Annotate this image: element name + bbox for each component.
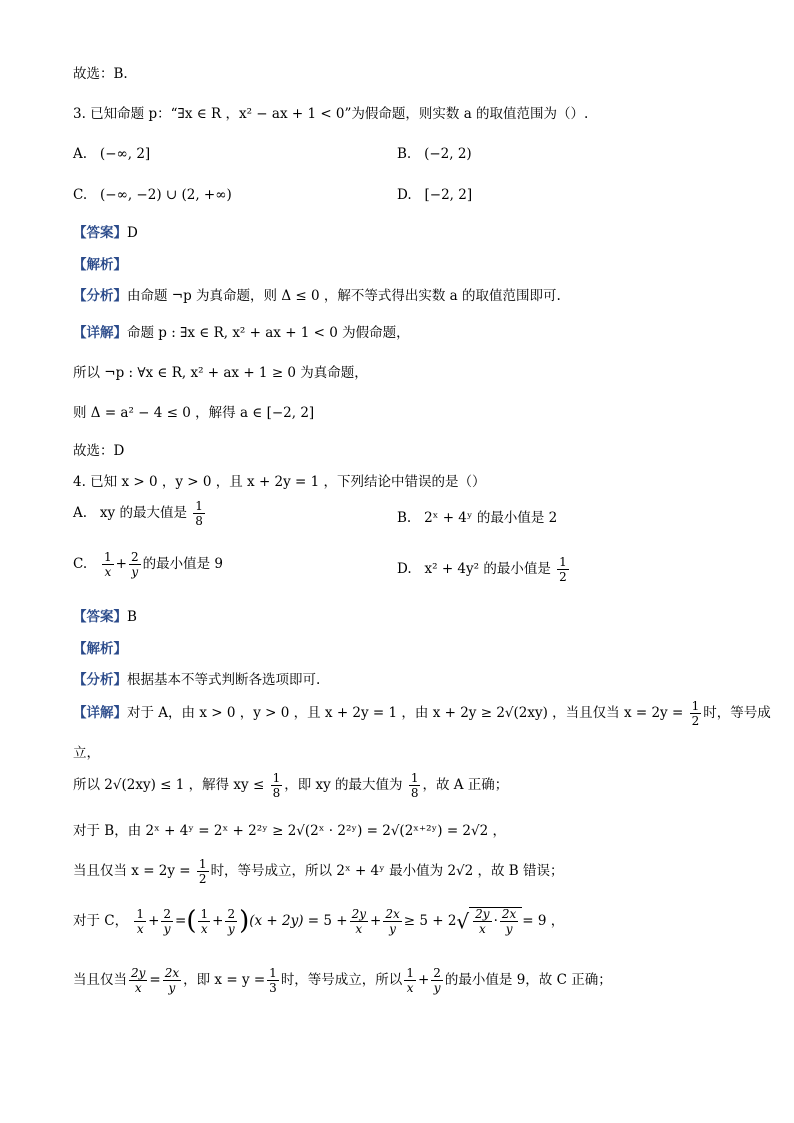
q4-detail-1: 【详解】对于 A，由 x > 0 ，y > 0 ，且 x + 2y = 1 ，由 x + 2y ≥ 2√(2xy) ，当且仅当 x = 2y = $\frac{1}{2}$ 时，等号成	[73, 699, 771, 728]
q3-conclusion: 故选：D	[73, 443, 125, 459]
fraction-1-8: $\frac{1}{8}$	[195, 499, 203, 528]
q4-answer: 【答案】B	[73, 609, 137, 625]
paren-open: (	[186, 906, 197, 936]
fraction-2x-y: $\frac{2x}{y}$	[501, 907, 517, 937]
fraction-2-y: $\frac{2}{y}$	[433, 966, 441, 995]
q4-detail-2: 所以 2√(2xy) ≤ 1 ，解得 xy ≤ $\frac{1}{8}$ ，即 xy 的最大值为 $\frac{1}{8}$ ，故 A 正确；	[73, 771, 509, 800]
fraction-1-x: $\frac{1}{x}$	[136, 907, 145, 937]
fraction-1-x: $\frac{1}{x}$	[406, 966, 414, 995]
fraction-1-2: $\frac{1}{2}$	[559, 555, 567, 584]
fraction-2y-x: $\frac{2y}{x}$	[351, 907, 367, 937]
paren-close: )	[239, 906, 250, 936]
q3-fenxi: 【分析】由命题 ¬p 为真命题，则 Δ ≤ 0 ，解不等式得出实数 a 的取值范围即可.	[73, 288, 561, 304]
question-4: 4. 已知 x > 0 ，y > 0 ，且 x + 2y = 1 ，下列结论中错误的是（）	[73, 474, 486, 490]
q4-option-d: D. x² + 4y² 的最小值是 $\frac{1}{2}$	[397, 555, 567, 584]
fraction-2x-y: $\frac{2x}{y}$	[164, 966, 180, 995]
fraction-1-x: $\frac{1}{x}$	[200, 907, 209, 937]
q3-option-a: A. (−∞, 2]	[73, 146, 151, 162]
q3-option-c: C. (−∞, −2) ∪ (2, +∞)	[73, 187, 232, 203]
sqrt-expression: $\frac{2y}{x}$ · $\frac{2x}{y}$	[469, 907, 522, 935]
q4-option-c: C. $\frac{1}{x}$ + $\frac{2}{y}$ 的最小值是 9	[73, 550, 223, 579]
q3-detail-1: 【详解】命题 p : ∃x ∈ R, x² + ax + 1 < 0 为假命题，	[73, 325, 410, 341]
fraction-1-2: $\frac{1}{2}$	[691, 699, 700, 728]
q4-option-a: A. xy 的最大值是 $\frac{1}{8}$	[73, 499, 203, 528]
fraction-2-y: $\frac{2}{y}$	[163, 907, 172, 937]
fraction-1-3: $\frac{1}{3}$	[269, 966, 277, 995]
q4-option-b: B. 2ˣ + 4ʸ 的最小值是 2	[397, 510, 558, 526]
q3-detail-3: 则 Δ = a² − 4 ≤ 0 ，解得 a ∈ [−2, 2]	[73, 405, 315, 421]
fraction-1-8: $\frac{1}{8}$	[272, 771, 281, 800]
line-conclusion: 故选：B.	[73, 66, 128, 82]
q4-detail-3: 对于 B，由 2ˣ + 4ʸ = 2ˣ + 2²ʸ ≥ 2√(2ˣ · 2²ʸ) = 2√(2ˣ⁺²ʸ) = 2√2 ，	[73, 823, 506, 839]
q4-fenxi: 【分析】根据基本不等式判断各选项即可.	[73, 672, 321, 688]
q4-detail-5: 对于 C， $\frac{1}{x}$ + $\frac{2}{y}$ =( $\frac{1}{x}$ + $\frac{2}{y}$ )(x + 2y) = 5 + $\frac{2y}{x}$ + $\frac{2x}{y}$ ≥ 5 + 2√ $\frac{2y}{x}$ · $\frac{2x}{y}$ = 9 ，	[73, 906, 565, 937]
q4-detail-6: 当且仅当 $\frac{2y}{x}$ = $\frac{2x}{y}$ ，即 x = y = $\frac{1}{3}$ 时，等号成立，所以 $\frac{1}{x}$ + $\frac{2}{y}$ 的最小值是 9，故 C 正确；	[73, 966, 612, 995]
q3-analysis-header: 【解析】	[73, 257, 127, 273]
fraction-2-y: $\frac{2}{y}$	[227, 907, 236, 937]
fraction-1-8: $\frac{1}{8}$	[410, 771, 419, 800]
fraction-2y-x: $\frac{2y}{x}$	[131, 966, 146, 995]
q3-option-d: D. [−2, 2]	[397, 187, 473, 203]
fraction-1-x: $\frac{1}{x}$	[104, 550, 112, 579]
fraction-2y-x: $\frac{2y}{x}$	[475, 907, 490, 937]
question-3: 3. 已知命题 p：“∃x ∈ R ，x² − ax + 1 < 0”为假命题，则实数 a 的取值范围为（）.	[73, 106, 589, 122]
q3-option-b: B. (−2, 2)	[397, 146, 472, 162]
q3-answer: 【答案】D	[73, 225, 138, 241]
fraction-1-2: $\frac{1}{2}$	[198, 857, 207, 886]
fraction-2-y: $\frac{2}{y}$	[130, 550, 139, 579]
q4-detail-4: 当且仅当 x = 2y = $\frac{1}{2}$ 时，等号成立，所以 2ˣ + 4ʸ 最小值为 2√2 ，故 B 错误；	[73, 857, 564, 886]
fraction-2x-y: $\frac{2x}{y}$	[385, 907, 400, 937]
q3-detail-2: 所以 ¬p : ∀x ∈ R, x² + ax + 1 ≥ 0 为真命题，	[73, 365, 368, 381]
q4-detail-1b: 立，	[73, 745, 100, 761]
q4-analysis-header: 【解析】	[73, 641, 127, 657]
